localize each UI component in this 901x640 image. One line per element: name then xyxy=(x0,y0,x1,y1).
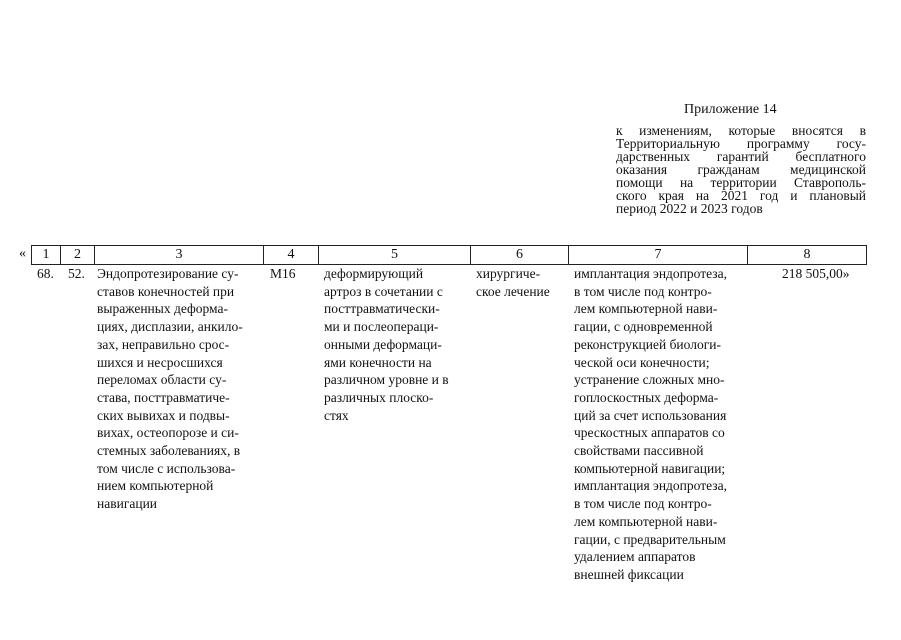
header-col-1: 1 xyxy=(32,246,61,264)
header-col-3: 3 xyxy=(95,246,264,264)
header-col-2: 2 xyxy=(61,246,95,264)
header-col-4: 4 xyxy=(264,246,319,264)
price-value: 218 505,00» xyxy=(782,266,850,281)
text-line: в том числе под контро- xyxy=(574,283,712,299)
treatment-type xyxy=(476,265,564,300)
text-line: имплантация эндопротеза, xyxy=(574,478,727,494)
text-line: помощи на территории Ставрополь- xyxy=(616,175,866,190)
text-line: нием компьютерной xyxy=(97,478,214,494)
text-line: хирургиче- xyxy=(476,266,541,281)
row-number: 68. xyxy=(37,266,54,281)
table-header-row xyxy=(31,245,867,265)
text-line: шихся и несросшихся xyxy=(97,354,223,370)
text-line: чрескостных аппаратов со xyxy=(574,425,725,441)
text-line: ями конечности на xyxy=(324,354,432,370)
header-col-6: 6 xyxy=(471,246,569,264)
text-line: гации, с одновременной xyxy=(574,319,713,335)
appendix-title: Приложение 14 xyxy=(684,102,777,117)
text-line: посттравматически- xyxy=(324,301,440,317)
text-line: гации, с предварительным xyxy=(574,531,726,547)
text-line: свойствами пассивной xyxy=(574,443,704,459)
header-col-7: 7 xyxy=(569,246,748,264)
text-line: реконструкцией биологи- xyxy=(574,336,721,352)
text-line: том числе с использова- xyxy=(97,460,236,476)
text-line: внешней фиксации xyxy=(574,566,684,582)
text-line: ских вывихах и подвы- xyxy=(97,407,230,423)
text-line: удалением аппаратов xyxy=(574,549,696,565)
text-line: стемных заболеваниях, в xyxy=(97,443,241,459)
text-line: артроз в сочетании с xyxy=(324,283,443,299)
procedure-group-name xyxy=(97,265,260,513)
text-line: онными деформаци- xyxy=(324,336,442,352)
treatment-method xyxy=(574,265,746,584)
text-line: компьютерной навигации; xyxy=(574,460,726,476)
text-line: в том числе под контро- xyxy=(574,496,712,512)
text-line: Эндопротезирование су- xyxy=(97,266,239,281)
text-line: вихах, остеопорозе и си- xyxy=(97,425,239,441)
text-line: зах, неправильно срос- xyxy=(97,336,230,352)
row-subnumber: 52. xyxy=(68,266,85,281)
text-line: лем компьютерной нави- xyxy=(574,301,718,317)
text-line: Территориальную программу госу- xyxy=(616,136,866,151)
text-line: выраженных деформа- xyxy=(97,301,228,317)
text-line: переломах области су- xyxy=(97,372,227,388)
text-line: к изменениям, которые вносятся в xyxy=(616,123,866,138)
open-quote: « xyxy=(19,246,26,261)
text-line: ского края на 2021 год и плановый xyxy=(616,188,866,203)
text-line: различных плоско- xyxy=(324,389,434,405)
text-line: гоплоскостных деформа- xyxy=(574,389,719,405)
text-line: различном уровне и в xyxy=(324,372,449,388)
diagnosis-code: M16 xyxy=(270,266,296,281)
text-line: период 2022 и 2023 годов xyxy=(616,201,763,216)
text-line: лем компьютерной нави- xyxy=(574,513,718,529)
text-line: навигации xyxy=(97,496,158,512)
text-line: ческой оси конечности; xyxy=(574,354,710,370)
text-line: циях, дисплазии, анкило- xyxy=(97,319,243,335)
text-line: ций за счет использования xyxy=(574,407,727,423)
header-col-8: 8 xyxy=(748,246,867,264)
text-line: оказания гражданам медицинской xyxy=(616,162,866,177)
text-line: деформирующий xyxy=(324,266,424,281)
text-line: стях xyxy=(324,407,349,423)
header-col-5: 5 xyxy=(319,246,471,264)
text-line: ми и послеопераци- xyxy=(324,319,439,335)
text-line: става, посттравматиче- xyxy=(97,389,230,405)
text-line: устранение сложных мно- xyxy=(574,372,725,388)
appendix-description xyxy=(616,124,866,215)
text-line: ское лечение xyxy=(476,283,550,299)
text-line: ставов конечностей при xyxy=(97,283,235,299)
text-line: дарственных гарантий бесплатного xyxy=(616,149,866,164)
patient-model xyxy=(324,265,466,424)
text-line: имплантация эндопротеза, xyxy=(574,266,727,281)
